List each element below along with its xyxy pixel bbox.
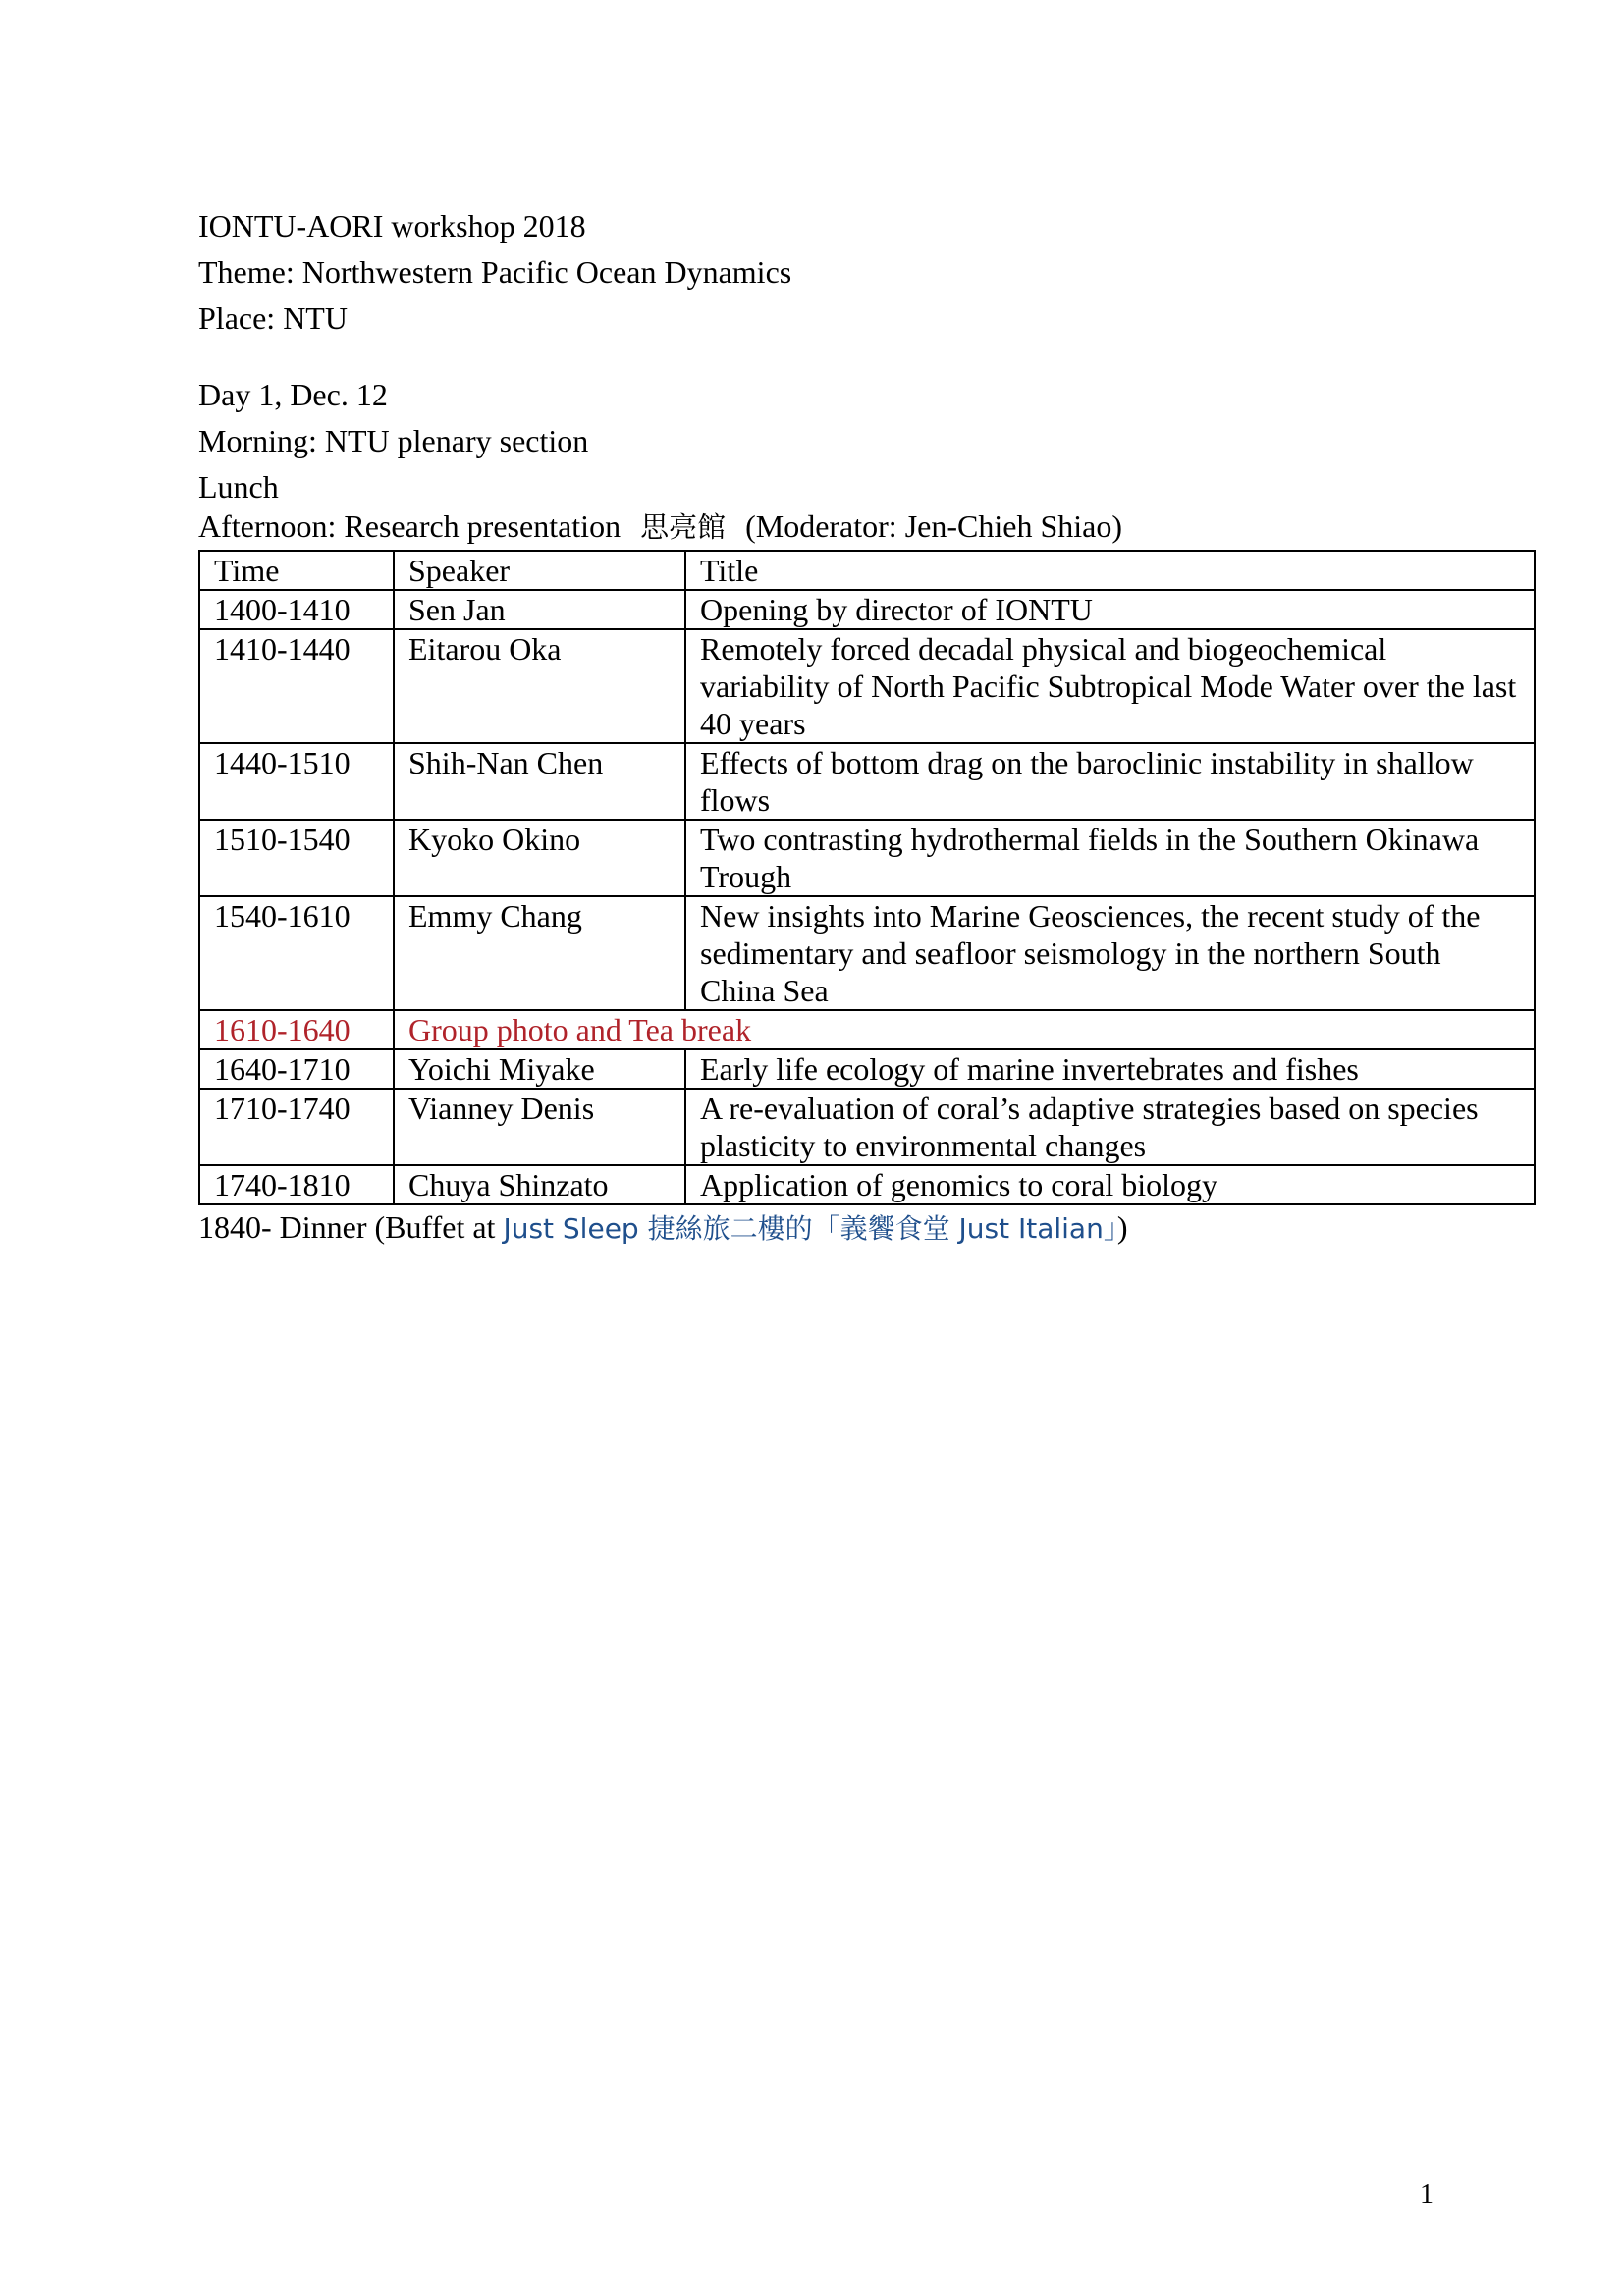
table-row xyxy=(199,896,1535,1010)
dinner-prefix: 1840- Dinner (Buffet at xyxy=(198,1209,496,1245)
row-time: 1400-1410 xyxy=(199,590,394,629)
row-time: 1640-1710 xyxy=(199,1049,394,1089)
workshop-place: Place: NTU xyxy=(198,300,348,336)
row-title: Application of genomics to coral biology xyxy=(685,1165,1535,1204)
row-time: 1410-1440 xyxy=(199,629,394,743)
break-text: Group photo and Tea break xyxy=(394,1010,1535,1049)
row-time: 1710-1740 xyxy=(199,1089,394,1165)
header-speaker: Speaker xyxy=(394,551,685,590)
row-speaker: Kyoko Okino xyxy=(394,820,685,896)
row-speaker: Vianney Denis xyxy=(394,1089,685,1165)
row-title: Two contrasting hydrothermal fields in the Southern Okinawa Trough xyxy=(685,820,1535,896)
row-speaker: Emmy Chang xyxy=(394,896,685,1010)
header-time: Time xyxy=(199,551,394,590)
row-title: A re-evaluation of coral’s adaptive strategies based on species plasticity to environmental changes xyxy=(685,1089,1535,1165)
row-time: 1540-1610 xyxy=(199,896,394,1010)
row-time: 1440-1510 xyxy=(199,743,394,820)
day-label: Day 1, Dec. 12 xyxy=(198,377,388,412)
break-row xyxy=(199,1010,1535,1049)
table-row xyxy=(199,820,1535,896)
workshop-title: IONTU-AORI workshop 2018 xyxy=(198,208,586,243)
row-title: Opening by director of IONTU xyxy=(685,590,1535,629)
dinner-line xyxy=(198,1207,1127,1249)
row-time: 1740-1810 xyxy=(199,1165,394,1204)
table-header-row xyxy=(199,551,1535,590)
dinner-suffix: ) xyxy=(1116,1209,1128,1245)
table-row xyxy=(199,590,1535,629)
afternoon-moderator: (Moderator: Jen-Chieh Shiao) xyxy=(745,508,1122,544)
row-speaker: Yoichi Miyake xyxy=(394,1049,685,1089)
morning-session: Morning: NTU plenary section xyxy=(198,423,589,458)
table-row xyxy=(199,1049,1535,1089)
schedule-table xyxy=(198,550,1536,1205)
dinner-venue: Just Sleep 捷絲旅二樓的「義饗食堂 Just Italian」 xyxy=(503,1212,1117,1245)
row-speaker: Chuya Shinzato xyxy=(394,1165,685,1204)
page-number: 1 xyxy=(1420,2179,1434,2210)
table-row xyxy=(199,743,1535,820)
workshop-theme: Theme: Northwestern Pacific Ocean Dynamics xyxy=(198,254,792,290)
table-row xyxy=(199,629,1535,743)
row-speaker: Eitarou Oka xyxy=(394,629,685,743)
row-title: New insights into Marine Geosciences, the recent study of the sedimentary and seafloor seismology in the northern South China Sea xyxy=(685,896,1535,1010)
afternoon-session xyxy=(198,507,1122,547)
table-row xyxy=(199,1165,1535,1204)
afternoon-venue: 思亮館 xyxy=(640,510,727,544)
table-row xyxy=(199,1089,1535,1165)
row-time: 1510-1540 xyxy=(199,820,394,896)
row-speaker: Shih-Nan Chen xyxy=(394,743,685,820)
header-title: Title xyxy=(685,551,1535,590)
afternoon-prefix: Afternoon: Research presentation xyxy=(198,508,622,544)
lunch-label: Lunch xyxy=(198,469,279,505)
row-title: Remotely forced decadal physical and biogeochemical variability of North Pacific Subtropical Mode Water over the last 40 years xyxy=(685,629,1535,743)
row-title: Early life ecology of marine invertebrates and fishes xyxy=(685,1049,1535,1089)
row-speaker: Sen Jan xyxy=(394,590,685,629)
row-title: Effects of bottom drag on the baroclinic instability in shallow flows xyxy=(685,743,1535,820)
break-time: 1610-1640 xyxy=(199,1010,394,1049)
